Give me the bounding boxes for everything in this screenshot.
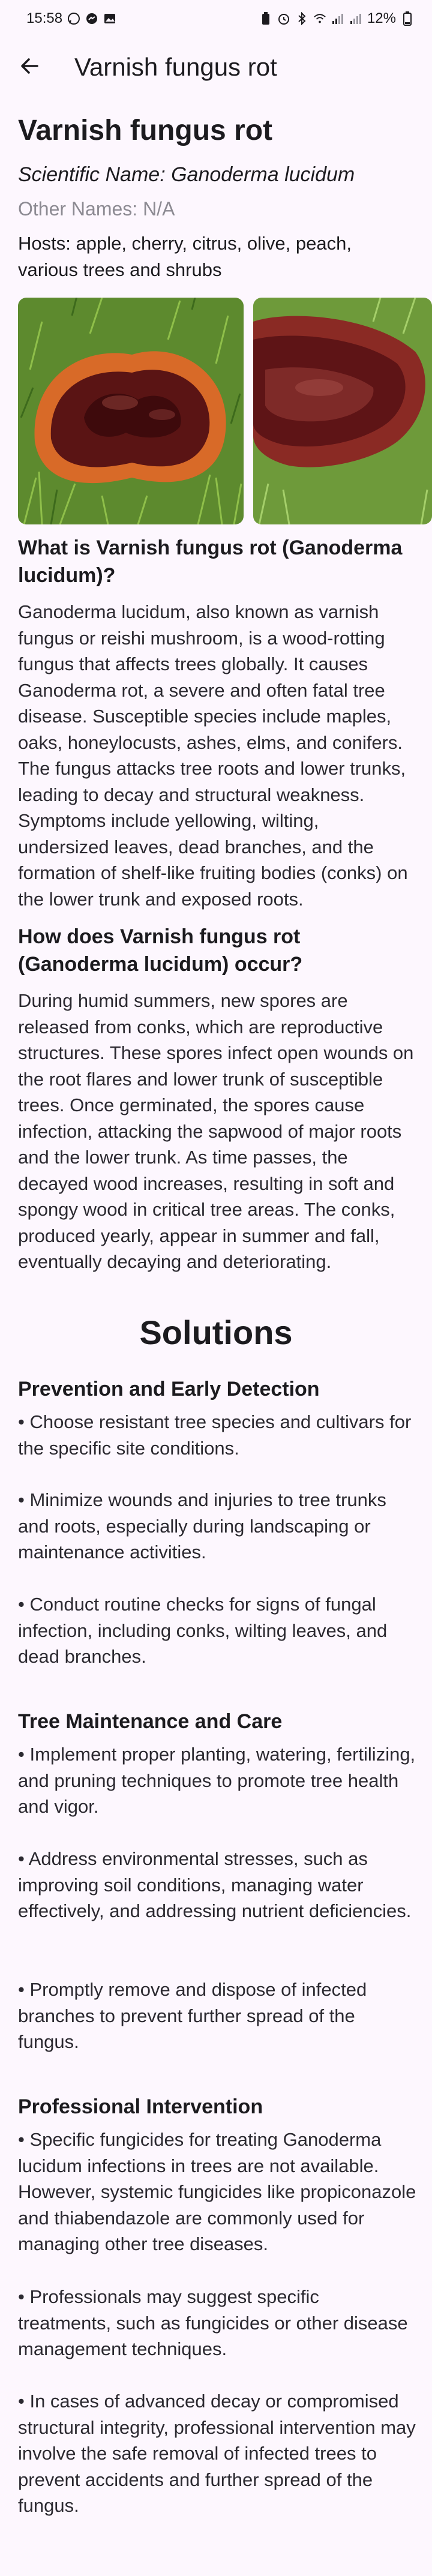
scientific-name: Scientific Name: Ganoderma lucidum xyxy=(18,163,355,186)
app-bar-title: Varnish fungus rot xyxy=(74,53,277,81)
battery-saver-icon xyxy=(259,12,272,25)
app-bar xyxy=(0,37,432,97)
signal-icon xyxy=(349,12,362,25)
section-heading: How does Varnish fungus rot (Ganoderma lucidum) occur? xyxy=(18,925,303,976)
image-gallery[interactable] xyxy=(18,298,432,524)
solutions-title: Solutions xyxy=(139,1314,293,1351)
section-body: Ganoderma lucidum, also known as varnish fungus or reishi mushroom, is a wood-rotting fungus that affects trees globally. It causes Ganoderma rot, a severe and often fatal tree disease. Susceptible species include maples, oaks, honeylocusts, ashes, elms, and conifers. The fungus attacks tree roots and lower trunks, leading to decay and structural weakness. Symptoms include yellowing, wilting, undersized leaves, dead branches, and the formation of shelf-like fruiting bodies (conks) on the lower trunk and exposed roots. xyxy=(18,601,408,910)
status-bar xyxy=(0,0,432,37)
solution-item: • In cases of advanced decay or compromised structural integrity, professional intervention may involve the safe removal of infected trees to prevent accidents and further spread of the fungus. xyxy=(18,2391,416,2516)
gallery-icon xyxy=(103,12,116,25)
arrow-left-icon xyxy=(19,55,41,80)
battery-percent: 12% xyxy=(367,10,396,26)
solution-item: • Address environmental stresses, such as improving soil conditions, managing water effectively, and addressing nutrient deficiencies. xyxy=(18,1848,412,1921)
solution-item: • Specific fungicides for treating Ganoderma lucidum infections in trees are not available. However, systemic fungicides like propiconazole and thiabendazole are commonly used for managing other tree diseases. xyxy=(18,2129,416,2254)
messenger-icon xyxy=(85,12,98,25)
section-heading: What is Varnish fungus rot (Ganoderma lucidum)? xyxy=(18,536,403,587)
status-right xyxy=(259,10,414,27)
solution-item: • Choose resistant tree species and cultivars for the specific site conditions. xyxy=(18,1411,412,1459)
disease-photo[interactable] xyxy=(253,298,432,524)
solution-item: • Promptly remove and dispose of infected branches to prevent further spread of the fungus. xyxy=(18,1979,367,2052)
signal-icon xyxy=(331,12,344,25)
solution-item: • Implement proper planting, watering, fertilizing, and pruning techniques to promote tree health and vigor. xyxy=(18,1744,416,1817)
solution-group-heading: Professional Intervention xyxy=(18,2095,263,2118)
solution-item: • Professionals may suggest specific treatments, such as fungicides or other disease management techniques. xyxy=(18,2286,408,2359)
solution-item: • Minimize wounds and injuries to tree trunks and roots, especially during landscaping or maintenance activities. xyxy=(18,1489,386,1563)
hosts: Hosts: apple, cherry, citrus, olive, peach, various trees and shrubs xyxy=(18,233,352,280)
whatsapp-icon xyxy=(67,12,80,25)
bluetooth-icon xyxy=(295,12,308,25)
back-button[interactable] xyxy=(8,46,52,89)
plant-title: Varnish fungus rot xyxy=(18,115,273,146)
section-body: During humid summers, new spores are released from conks, which are reproductive structures. These spores infect open wounds on the root flares and lower trunk of susceptible trees. Once germinated, the spores cause infection, attacking the sapwood of major roots and the lower trunk. As time passes, the decayed wood increases, resulting in soft and spongy wood in critical tree areas. The conks, produced yearly, appear in summer and fall, eventually decaying and deteriorating. xyxy=(18,990,414,1272)
solution-group-heading: Tree Maintenance and Care xyxy=(18,1710,283,1733)
wifi-icon xyxy=(313,12,326,25)
solution-group-heading: Prevention and Early Detection xyxy=(18,1378,320,1401)
battery-icon xyxy=(401,12,414,25)
other-names: Other Names: N/A xyxy=(18,198,175,220)
alarm-icon xyxy=(277,12,290,25)
solution-item: • Conduct routine checks for signs of fungal infection, including conks, wilting leaves, and dead branches. xyxy=(18,1594,388,1667)
status-left xyxy=(26,10,116,27)
status-time: 15:58 xyxy=(26,10,63,26)
disease-photo[interactable] xyxy=(18,298,244,524)
